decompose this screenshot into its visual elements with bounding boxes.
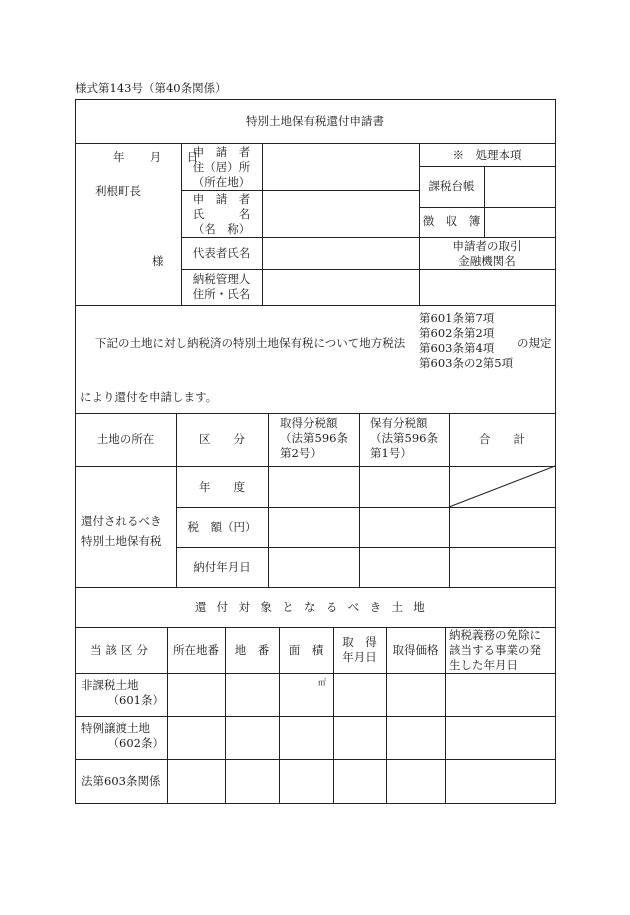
header-lot-number: 地 番 <box>234 643 270 657</box>
tax-manager-label: 納税管理人 住所・氏名 <box>192 272 251 301</box>
application-date: 年 月 日 <box>113 150 205 164</box>
statement-articles: 第601条第7項 第602条第2項 第603条第4項 第603条の2第5項 <box>419 311 514 370</box>
header-acquisition-price: 取得価格 <box>392 643 439 657</box>
row-non-taxable-land: 非課税土地 （601条） <box>81 678 164 707</box>
header-exemption-date: 納税義務の免除に 該当する事業の発 生した年月日 <box>449 628 541 672</box>
office-use-label: ※ 処理本項 <box>452 148 522 162</box>
form-number: 様式第143号（第40条関係） <box>75 81 227 95</box>
header-acquisition-date: 取 得 年月日 <box>342 635 377 664</box>
representative-label: 代表者氏名 <box>192 246 251 260</box>
refund-row-label: 還付されるべき 特別土地保有税 <box>81 514 162 548</box>
row-fiscal-year: 年 度 <box>199 480 245 494</box>
area-unit: ㎡ <box>318 678 326 687</box>
header-land-location: 土地の所在 <box>96 432 155 446</box>
tax-ledger-label: 課税台帳 <box>428 179 475 193</box>
header-holding-tax: 保有分税額 （法第596条 第1号） <box>370 416 438 460</box>
row-special-transfer-land: 特例譲渡土地 （602条） <box>81 721 164 750</box>
header-total: 合 計 <box>479 432 525 446</box>
row-article-603: 法第603条関係 <box>81 774 161 788</box>
collection-book-label: 徴 収 簿 <box>422 214 481 228</box>
header-acquisition-tax: 取得分税額 （法第596条 第2号） <box>280 416 348 460</box>
bank-label: 申請者の取引 金融機関名 <box>452 239 522 268</box>
addressee: 利根町長 <box>95 184 141 198</box>
applicant-name-label: 申 請 者 氏 名 （名 称） <box>192 192 251 236</box>
statement-closing: により還付を申請します。 <box>80 390 218 404</box>
header-area: 面 積 <box>288 643 324 657</box>
row-tax-amount: 税 額（円） <box>187 520 257 534</box>
form-title: 特別土地保有税還付申請書 <box>246 114 384 128</box>
header-applicable-category: 当該区分 <box>89 643 153 657</box>
header-category: 区 分 <box>199 432 245 446</box>
applicant-address-label: 申 請 者 住（居）所 （所在地） <box>192 145 251 189</box>
statement-prefix: 下記の土地に対し納税済の特別土地保有税について地方税法 <box>95 336 406 350</box>
land-table-title: 還付対象となるべき土地 <box>194 600 436 614</box>
statement-suffix: の規定 <box>517 336 552 350</box>
header-location-lot: 所在地番 <box>173 643 219 657</box>
row-payment-date: 納付年月日 <box>193 560 251 574</box>
honorific: 様 <box>152 254 164 268</box>
